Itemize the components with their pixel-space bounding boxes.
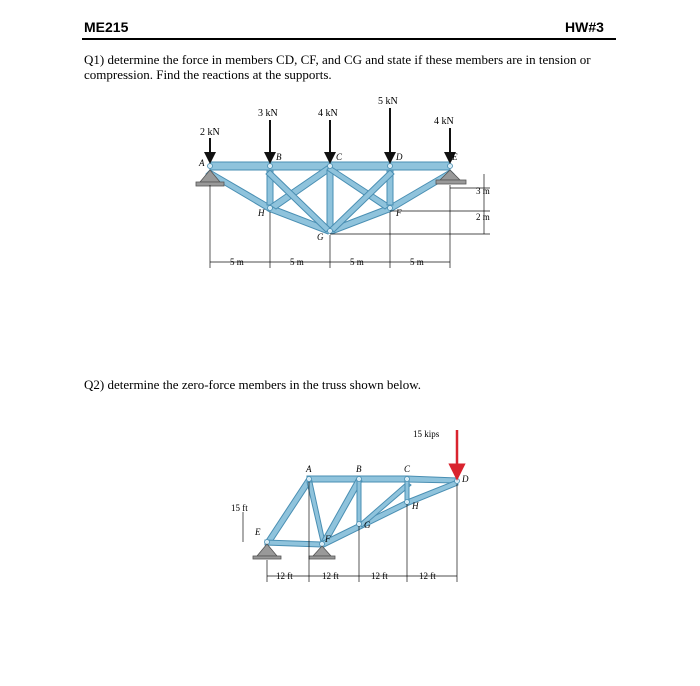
joint-b: B (276, 152, 282, 162)
truss-figure-1 (190, 90, 520, 270)
joint-a-2: A (306, 464, 312, 474)
span-2-1: 12 ft (276, 571, 293, 581)
dim-15ft: 15 ft (231, 503, 248, 513)
joint-b-2: B (356, 464, 362, 474)
span-2-2: 12 ft (322, 571, 339, 581)
dim-2m: 2 m (476, 212, 490, 222)
header-divider (82, 38, 616, 40)
assignment-label: HW#3 (565, 19, 604, 35)
joint-c-2: C (404, 464, 411, 474)
joint-g-2: G (364, 520, 371, 530)
load-label-4kN-e: 4 kN (434, 116, 454, 127)
span-1: 5 m (230, 257, 244, 267)
joint-e-2: E (255, 527, 261, 537)
question-1-text: Q1) determine the force in members CD, CF, and CG and state if these members are in tension or compression. Find the reactions at the supports. (84, 52, 591, 82)
course-code: ME215 (84, 19, 129, 35)
top-bar (0, 0, 700, 14)
dim-3m: 3 m (476, 186, 490, 196)
truss-figure-2 (225, 420, 495, 585)
span-4: 5 m (410, 257, 424, 267)
question-2-text: Q2) determine the zero-force members in the truss shown below. (84, 377, 422, 392)
joint-e: E (452, 152, 458, 162)
load-label-4kN-c: 4 kN (318, 108, 338, 119)
joint-g: G (317, 232, 324, 242)
span-3: 5 m (350, 257, 364, 267)
joint-f: F (396, 208, 402, 218)
span-2-3: 12 ft (371, 571, 388, 581)
joint-h: H (258, 208, 265, 218)
load-label-5kN: 5 kN (378, 96, 398, 107)
load-label-2kN: 2 kN (200, 127, 220, 138)
load-label-3kN: 3 kN (258, 108, 278, 119)
span-2-4: 12 ft (419, 571, 436, 581)
joint-f-2: F (325, 534, 331, 544)
joint-a: A (199, 158, 205, 168)
joint-c: C (336, 152, 343, 162)
load-label-15kips: 15 kips (413, 429, 440, 439)
span-2: 5 m (290, 257, 304, 267)
joint-d: D (396, 152, 403, 162)
joint-d-2: D (462, 474, 469, 484)
joint-h-2: H (412, 501, 419, 511)
